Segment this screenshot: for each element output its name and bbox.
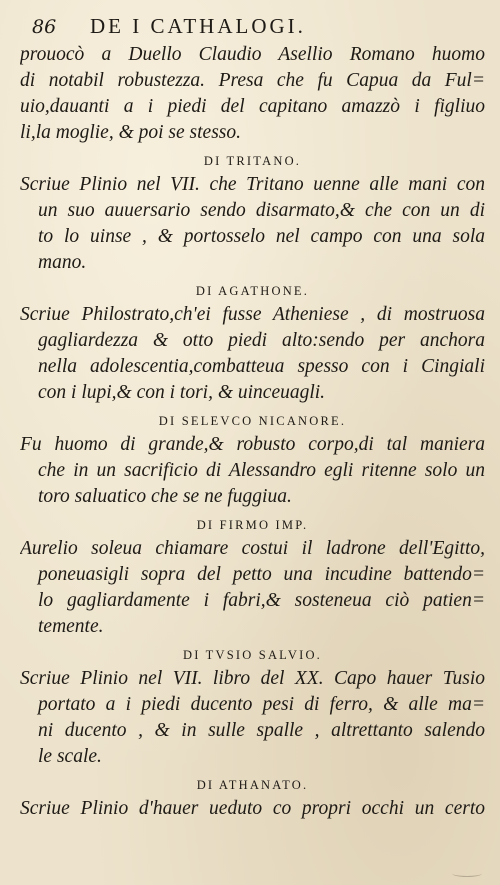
text-line: temente. xyxy=(38,616,104,637)
page-edge-shadow xyxy=(452,870,482,877)
section-heading: DI FIRMO IMP. xyxy=(196,518,309,532)
text-line: le scale. xyxy=(38,746,102,767)
text-line: portato a i piedi ducento pesi di ferro, & alle ma= xyxy=(38,694,485,715)
text-block xyxy=(20,42,485,822)
text-line: di notabil robustezza. Presa che fu Capua da Ful= xyxy=(20,70,485,91)
text-line: to lo uinse , & portosselo nel campo con una sola xyxy=(38,226,485,247)
section-heading: DI TRITANO. xyxy=(203,154,302,168)
text-line: lo gagliardamente i fabri,& sosteneua ciò patien= xyxy=(38,590,485,611)
running-title: DE I CATHALOGI. xyxy=(90,14,306,38)
text-line: Aurelio soleua chiamare costui il ladrone dell'Egitto, xyxy=(20,538,485,559)
text-line: poneuasigli sopra del petto una incudine battendo= xyxy=(38,564,485,585)
page-number: 86 xyxy=(32,16,57,38)
text-line: gagliardezza & otto piedi alto:sendo per anchora xyxy=(38,330,485,351)
text-line: li,la moglie, & poi se stesso. xyxy=(20,122,241,143)
section-heading: DI AGATHONE. xyxy=(195,284,310,298)
text-line: con i lupi,& con i tori, & uinceuagli. xyxy=(38,382,326,403)
text-line: mano. xyxy=(38,252,87,273)
text-line: nella adolescentia,combatteua spesso con i Cingiali xyxy=(38,356,485,377)
page-header xyxy=(20,14,480,42)
text-line: Scriue Philostrato,ch'ei fusse Atheniese , di mostruosa xyxy=(20,304,485,325)
text-line: un suo auuersario sendo disarmato,& che con un di xyxy=(38,200,485,221)
text-line: ni ducento , & in sulle spalle , altrettanto salendo xyxy=(38,720,485,741)
text-line: Scriue Plinio nel VII. libro del XX. Capo hauer Tusio xyxy=(20,668,485,689)
text-line: uio,dauanti a i piedi del capitano amazzò i figliuo xyxy=(20,96,485,117)
section-heading: DI SELEVCO NICANORE. xyxy=(158,414,347,428)
section-heading: DI TVSIO SALVIO. xyxy=(182,648,323,662)
text-line: che in un sacrificio di Alessandro egli ritenne solo un xyxy=(38,460,485,481)
text-line: Fu huomo di grande,& robusto corpo,di tal maniera xyxy=(20,434,485,455)
text-line: Scriue Plinio d'hauer ueduto co propri occhi un certo xyxy=(20,798,485,819)
section-heading: DI ATHANATO. xyxy=(196,778,309,792)
text-line: Scriue Plinio nel VII. che Tritano uenne alle mani con xyxy=(20,174,485,195)
text-line: toro saluatico che se ne fuggiua. xyxy=(38,486,292,507)
text-line: prouocò a Duello Claudio Asellio Romano huomo xyxy=(20,44,485,65)
